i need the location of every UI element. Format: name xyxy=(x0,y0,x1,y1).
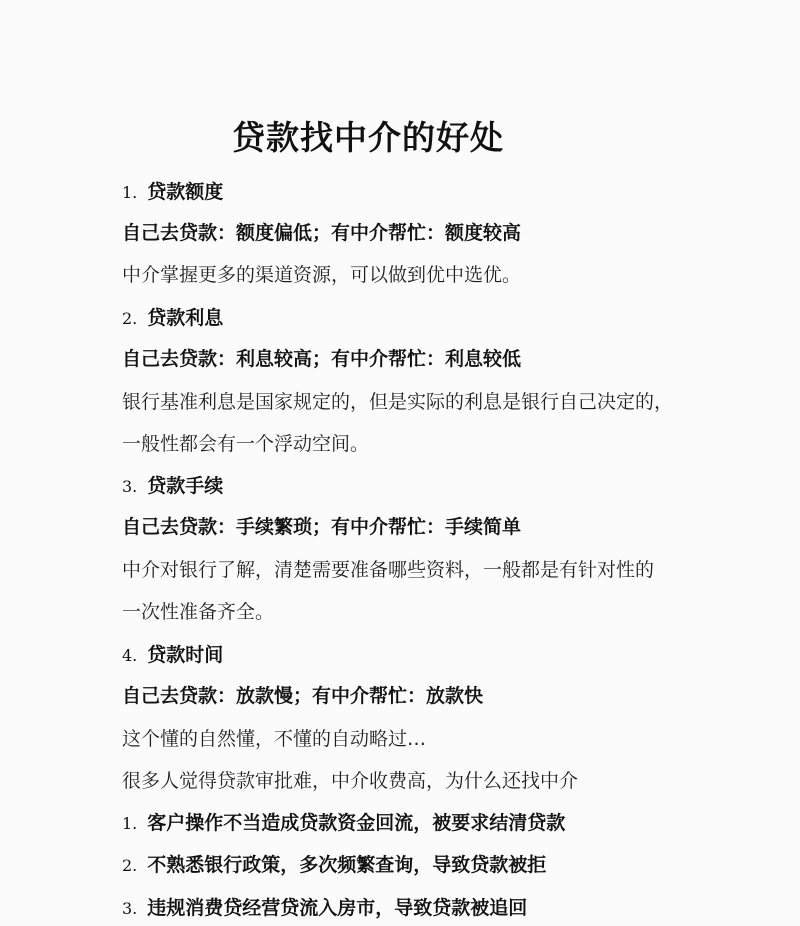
line-text: 自己去贷款：额度偏低；有中介帮忙：额度较高 xyxy=(122,222,522,244)
line-text: 很多人觉得贷款审批难，中介收费高，为什么还找中介 xyxy=(122,770,579,792)
reason-item xyxy=(122,896,527,921)
line-text: 贷款手续 xyxy=(147,475,224,497)
body-line xyxy=(122,727,426,751)
line-text: 违规消费贷经营贷流入房市，导致贷款被追回 xyxy=(147,897,528,919)
line-text: 自己去贷款：放款慢；有中介帮忙：放款快 xyxy=(122,685,484,707)
line-text: 中介掌握更多的渠道资源，可以做到优中选优。 xyxy=(122,264,522,286)
item-number: 2. xyxy=(122,309,138,328)
section-heading-loan-amount xyxy=(122,180,223,205)
line-text: 贷款额度 xyxy=(147,181,224,203)
comparison-line xyxy=(122,221,521,245)
body-line xyxy=(122,390,673,414)
item-number: 4. xyxy=(122,646,138,665)
reason-item xyxy=(122,853,546,878)
line-text: 自己去贷款：手续繁琐；有中介帮忙：手续简单 xyxy=(122,516,522,538)
line-text: 贷款时间 xyxy=(147,644,224,666)
item-number: 3. xyxy=(122,899,138,918)
comparison-line xyxy=(122,347,521,371)
body-line xyxy=(122,600,274,624)
comparison-line xyxy=(122,515,521,539)
line-text: 这个懂的自然懂，不懂的自动略过… xyxy=(122,728,427,750)
line-text: 客户操作不当造成贷款资金回流，被要求结清贷款 xyxy=(147,812,566,834)
section-heading-interest xyxy=(122,306,223,331)
item-number: 3. xyxy=(122,477,138,496)
line-text: 不熟悉银行政策，多次频繁查询，导致贷款被拒 xyxy=(147,854,547,876)
body-line xyxy=(122,558,654,582)
section-heading-time xyxy=(122,643,223,668)
line-text: 银行基准利息是国家规定的，但是实际的利息是银行自己决定的， xyxy=(122,391,674,413)
document-title: 贷款找中介的好处 xyxy=(232,118,504,157)
line-text: 一次性准备齐全。 xyxy=(122,601,275,623)
line-text: 一般性都会有一个浮动空间。 xyxy=(122,433,370,455)
reason-item xyxy=(122,811,565,836)
body-line xyxy=(122,769,578,793)
item-number: 2. xyxy=(122,856,138,875)
section-heading-procedure xyxy=(122,474,223,499)
body-line xyxy=(122,432,369,456)
line-text: 贷款利息 xyxy=(147,307,224,329)
body-line xyxy=(122,263,521,287)
line-text: 中介对银行了解，清楚需要准备哪些资料，一般都是有针对性的 xyxy=(122,559,655,581)
item-number: 1. xyxy=(122,183,138,202)
item-number: 1. xyxy=(122,814,138,833)
comparison-line xyxy=(122,684,483,708)
line-text: 自己去贷款：利息较高；有中介帮忙：利息较低 xyxy=(122,348,522,370)
